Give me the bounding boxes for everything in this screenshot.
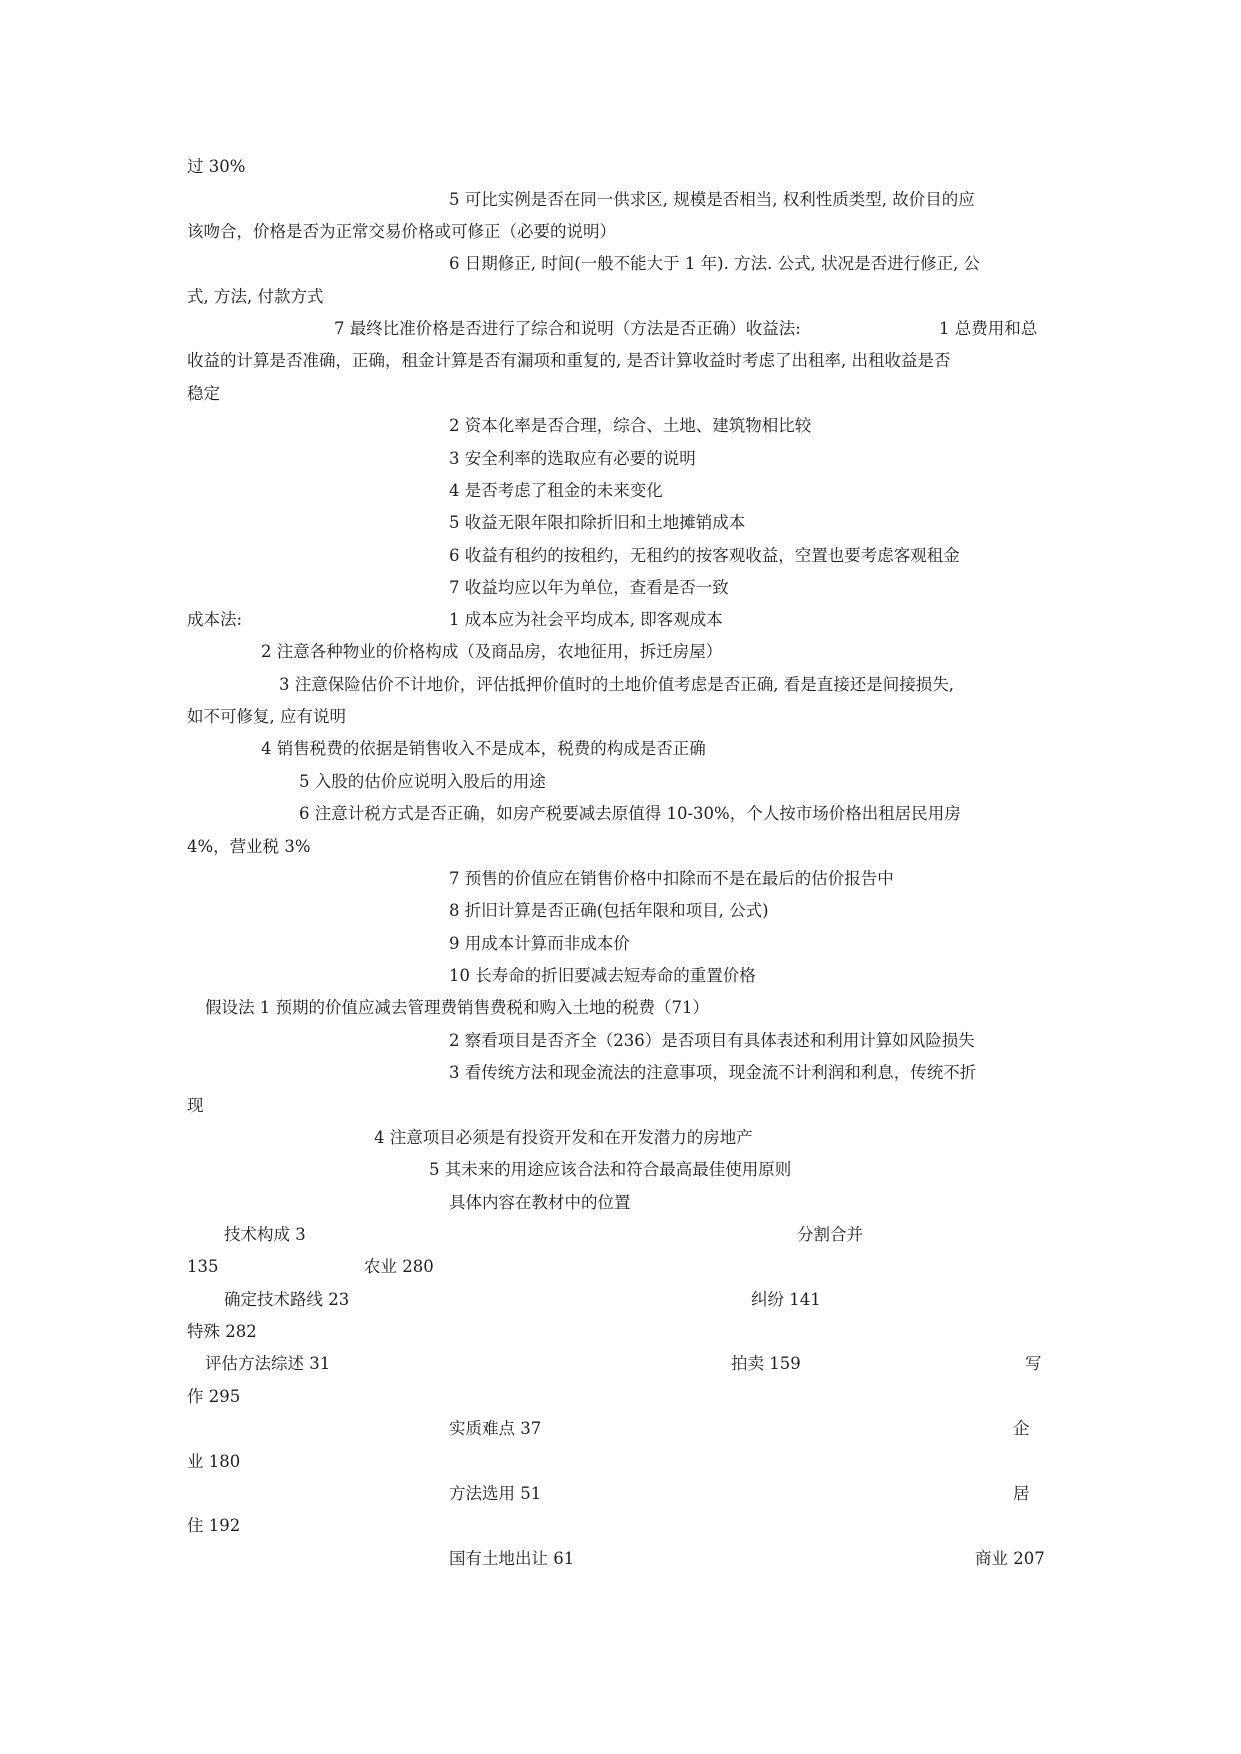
text-line: 该吻合，价格是否为正常交易价格或可修正（必要的说明） <box>187 222 616 241</box>
text-line: 4%，营业税 3% <box>187 837 311 856</box>
text-line: 4 注意项目必须是有投资开发和在开发潜力的房地产 <box>374 1128 753 1147</box>
text-line: 7 最终比准价格是否进行了综合和说明（方法是否正确）收益法: <box>334 319 801 338</box>
text-line: 1 总费用和总 <box>939 319 1038 338</box>
text-line: 1 成本应为社会平均成本, 即客观成本 <box>449 610 723 629</box>
index-entry: 国有土地出让 61 <box>449 1549 575 1568</box>
index-entry: 135 <box>187 1257 219 1276</box>
text-line: 8 折旧计算是否正确(包括年限和项目, 公式) <box>449 901 769 920</box>
text-line: 5 收益无限年限扣除折旧和土地摊销成本 <box>449 513 746 532</box>
index-entry: 企 <box>1013 1419 1030 1438</box>
index-entry: 拍卖 159 <box>731 1354 801 1373</box>
text-line: 过 30% <box>187 157 246 176</box>
text-line: 6 注意计税方式是否正确，如房产税要减去原值得 10-30%，个人按市场价格出租居民用房 <box>299 804 961 823</box>
index-entry: 技术构成 3 <box>224 1225 306 1244</box>
index-entry: 方法选用 51 <box>449 1484 542 1503</box>
text-line: 4 销售税费的依据是销售收入不是成本，税费的构成是否正确 <box>261 739 706 758</box>
text-line: 4 是否考虑了租金的未来变化 <box>449 481 663 500</box>
index-entry: 农业 280 <box>364 1257 434 1276</box>
text-line: 现 <box>187 1096 204 1115</box>
index-entry: 特殊 282 <box>187 1322 257 1341</box>
text-line: 6 日期修正, 时间(一般不能大于 1 年). 方法. 公式, 状况是否进行修正, 公 <box>449 254 981 273</box>
index-entry: 纠纷 141 <box>751 1290 821 1309</box>
text-line: 3 看传统方法和现金流法的注意事项，现金流不计利润和利息，传统不折 <box>449 1063 977 1082</box>
index-entry: 居 <box>1013 1484 1030 1503</box>
text-line: 如不可修复, 应有说明 <box>187 707 346 726</box>
text-line: 9 用成本计算而非成本价 <box>449 934 630 953</box>
index-entry: 作 295 <box>187 1387 241 1406</box>
text-line: 5 入股的估价应说明入股后的用途 <box>299 772 546 791</box>
text-line <box>449 189 1041 211</box>
index-entry: 写 <box>1025 1354 1042 1373</box>
text-line: 式, 方法, 付款方式 <box>187 287 324 306</box>
text-line: 7 预售的价值应在销售价格中扣除而不是在最后的估价报告中 <box>449 869 894 888</box>
text-line: 成本法: <box>187 610 243 629</box>
text-line: 稳定 <box>187 384 220 403</box>
text-line: 2 资本化率是否合理，综合、土地、建筑物相比较 <box>449 416 812 435</box>
text-line: 具体内容在教材中的位置 <box>449 1193 631 1212</box>
index-entry: 评估方法综述 31 <box>205 1354 331 1373</box>
index-entry: 实质难点 37 <box>449 1419 542 1438</box>
text-line: 10 长寿命的折旧要减去短寿命的重置价格 <box>449 966 756 985</box>
index-entry: 分割合并 <box>797 1225 863 1244</box>
index-entry: 确定技术路线 23 <box>224 1290 350 1309</box>
text-line: 收益的计算是否准确，正确，租金计算是否有漏项和重复的, 是否计算收益时考虑了出租率, 出租收益是否 <box>187 351 951 370</box>
index-entry: 商业 207 <box>975 1549 1045 1568</box>
text-line: 2 注意各种物业的价格构成（及商品房，农地征用，拆迁房屋） <box>261 642 723 661</box>
text-line: 2 察看项目是否齐全（236）是否项目有具体表述和利用计算如风险损失 <box>449 1031 975 1050</box>
text-line: 假设法 1 预期的价值应减去管理费销售费税和购入土地的税费（71） <box>205 998 709 1017</box>
line-content: 5 可比实例是否在同一供求区, 规模是否相当, 权利性质类型, 故价目的应 <box>449 190 975 209</box>
text-line: 6 收益有租约的按租约，无租约的按客观收益，空置也要考虑客观租金 <box>449 546 960 565</box>
text-line: 3 安全利率的选取应有必要的说明 <box>449 449 696 468</box>
text-line: 5 其未来的用途应该合法和符合最高最佳使用原则 <box>429 1160 792 1179</box>
text-line: 7 收益均应以年为单位，查看是否一致 <box>449 578 729 597</box>
index-entry: 业 180 <box>187 1452 241 1471</box>
index-entry: 住 192 <box>187 1516 241 1535</box>
text-line: 3 注意保险估价不计地价，评估抵押价值时的土地价值考虑是否正确, 看是直接还是间接损失, <box>279 675 954 694</box>
